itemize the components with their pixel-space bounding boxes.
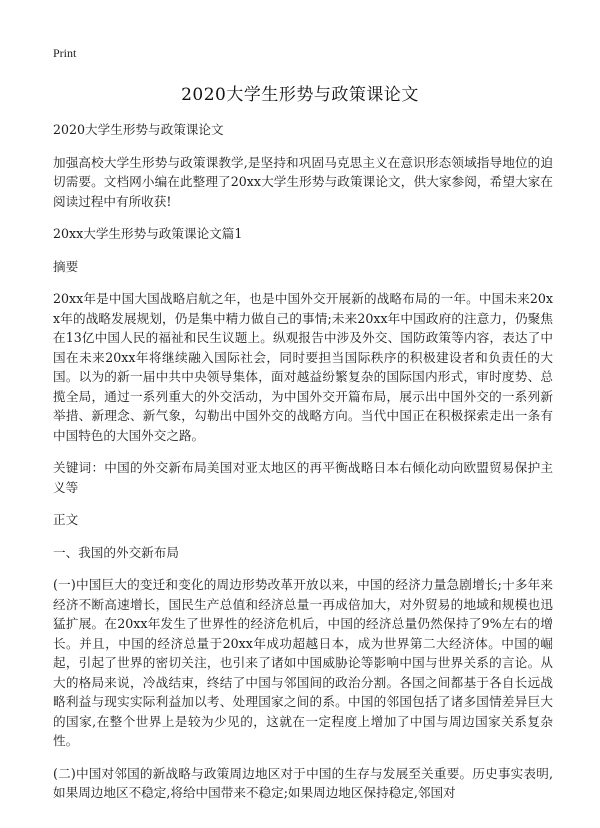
document-body bbox=[53, 120, 553, 816]
abstract-paragraph: 20xx年是中国大国战略启航之年，也是中国外交开展新的战略布局的一年。中国未来20xx年的战略发展规划，仍是集中精力做自己的事情;未来20xx年中国政府的注意力，仍聚焦在13亿中国人民的福祉和民生议题上。纵观报告中涉及外交、国防政策等内容，表达了中国在未来20xx年将继续融入国际社会，同时要担当国际秩序的积极建设者和负责任的大国。以为的新一届中共中央领导集体，面对越益纷繁复杂的国际国内形式，审时度势、总揽全局，通过一系列重大的外交活动，为中国外交开篇布局，展示出中国外交的一系列新举措、新理念、新气象，勾勒出中国外交的战略方向。当代中国正在积极探索走出一条有中国特色的大国外交之路。 bbox=[53, 291, 553, 443]
subtitle: 2020大学生形势与政策课论文 bbox=[53, 122, 224, 137]
body-heading: 正文 bbox=[53, 512, 79, 527]
section-paragraph-1: (一)中国巨大的变迁和变化的周边形势改革开放以来，中国的经济力量急剧增长;十多年来经济不断高速增长，国民生产总值和经济总量一再成倍加大，对外贸易的地域和规模也迅猛扩展。在20xx年发生了世界性的经济危机后，中国的经济总量仍然保持了9%左右的增长。并且，中国的经济总量于20xx年成功超越日本，成为世界第二大经济体。中国的崛起，引起了世界的密切关注，也引来了诸如中国威胁论等影响中国与世界关系的言论。从大的格局来说，冷战结束，终结了中国与邻国间的政治分割。各国之间都基于各自长远战略利益与现实实际利益加以考、处理国家之间的系。中国的邻国包括了诸多国情差异巨大的国家,在整个世界上是较为少见的，这就在一定程度上增加了中国与周边国家关系复杂性。 bbox=[53, 577, 553, 748]
keywords-paragraph: 关键词：中国的外交新布局美国对亚太地区的再平衡战略日本右倾化动向欧盟贸易保护主义等 bbox=[53, 460, 553, 495]
page-title: 2020大学生形势与政策课论文 bbox=[181, 85, 419, 105]
print-label: Print bbox=[53, 46, 77, 60]
section-heading: 一、我国的外交新布局 bbox=[53, 544, 179, 560]
intro-paragraph: 加强高校大学生形势与政策课教学,是坚持和巩固马克思主义在意识形态领域指导地位的迫切需要。文档网小编在此整理了20xx大学生形势与政策课论文，供大家参阅，希望大家在阅读过程中有所收获! bbox=[53, 154, 553, 209]
abstract-heading: 摘要 bbox=[53, 258, 79, 274]
section-paragraph-2: (二)中国对邻国的新战略与政策周边地区对于中国的生存与发展至关重要。历史事实表明,如果周边地区不稳定,将给中国带来不稳定;如果周边地区保持稳定,邻国对 bbox=[53, 765, 553, 800]
article-heading: 20xx大学生形势与政策课论文篇1 bbox=[53, 226, 243, 241]
